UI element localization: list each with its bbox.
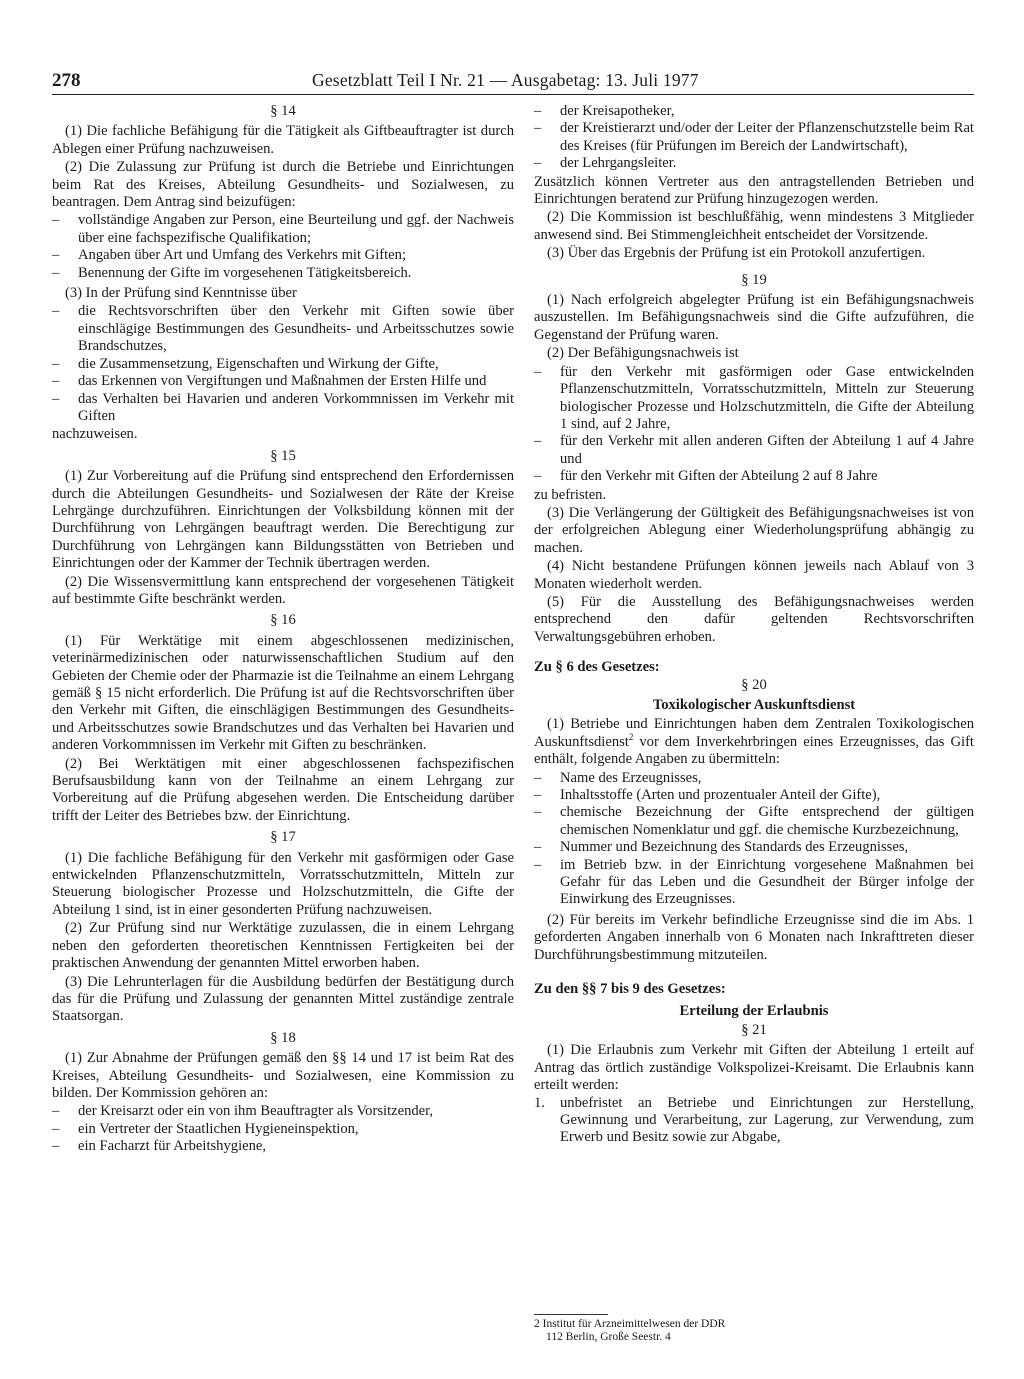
footnote: [534, 1318, 974, 1344]
dash-list: [534, 364, 974, 486]
paragraph: (2) Bei Werktätigen mit einer abgeschlossenen fachspezifischen Berufsausbildung kann von der Teilnahme an einem Lehrgang zur Vorbereitung auf die Prüfung abgesehen werden. Die Entscheidung darüber trifft der Leiter des Betriebes bzw. der Einrichtung.: [52, 755, 514, 824]
list-item: [534, 1095, 974, 1147]
journal-title: Gesetzblatt Teil I Nr. 21 — Ausgabetag: 13. Juli 1977: [312, 70, 699, 90]
list-item: – für den Verkehr mit gasförmigen oder Gase entwickelnden Pflanzenschutzmitteln, Vorratsschutzmitteln, Mitteln zur Steuerung biologischer Prozesse und Holzschutzmitteln, die Gifte der Abteilung 1 sind, auf 2 Jahre,: [534, 364, 974, 434]
list-item: – chemische Bezeichnung der Gifte entsprechend der gültigen chemischen Nomenklatur und ggf. die chemische Kurzbezeichnung,: [534, 804, 974, 839]
numbered-list: [534, 1095, 974, 1147]
list-item: – die Zusammensetzung, Eigenschaften und Wirkung der Gifte,: [52, 356, 514, 373]
dash-list: [534, 103, 974, 173]
paragraph: (4) Nicht bestandene Prüfungen können jeweils nach Ablauf von 3 Monaten wiederholt werden.: [534, 558, 974, 592]
paragraph: (1) Für Werktätige mit einem abgeschlossenen medizinischen, veterinärmedizinischen oder naturwissenschaftlichen Studium auf den Gebieten der Chemie oder der Pharmazie ist die Teilnahme an einem Lehrgang gemäß § 15 nicht erforderlich. Die Prüfung ist auf die Rechtsvorschriften über den Verkehr mit Giften, die einschlägigen Bestimmungen des Gesundheits- und Arbeitsschutzes sowie Brandschutzes und das Verhalten bei Havarien und anderen Vorkommnissen im Verkehr mit Giften zu beschränken.: [52, 632, 514, 754]
footnote-marker: 2: [628, 731, 634, 742]
dash-list: [534, 770, 974, 909]
footnote-line: 112 Berlin, Große Seestr. 4: [546, 1331, 671, 1343]
paragraph: (1) Nach erfolgreich abgelegter Prüfung ist ein Befähigungsnachweis auszustellen. Im Befähigungsnachweis sind die Gifte aufzuführen, die Gegenstand der Prüfung waren.: [534, 292, 974, 343]
list-item: – Inhaltsstoffe (Arten und prozentualer Anteil der Gifte),: [534, 787, 974, 804]
paragraph: (1) Die fachliche Befähigung für den Verkehr mit gasförmigen oder Gase entwickelnden Pflanzenschutzmitteln, Vorratsschutzmitteln, Mitteln zur Steuerung biologischer Prozesse und Holzschutzmitteln, die Gifte der Abteilung 1 sind, ist in einer gesonderten Prüfung nachzuweisen.: [52, 849, 514, 918]
list-number: 1.: [534, 1094, 545, 1111]
footnote-line: 2 Institut für Arzneimittelwesen der DDR: [534, 1318, 726, 1330]
right-column: [534, 103, 974, 1147]
paragraph: (5) Für die Ausstellung des Befähigungsnachweises werden entsprechend den dafür geltenden Rechtsvorschriften Verwaltungsgebühren erhoben.: [534, 593, 974, 645]
list-item: – das Verhalten bei Havarien und anderen Vorkommnissen im Verkehr mit Giften: [52, 391, 514, 426]
paragraph-text: vor dem Inverkehrbringen eines Erzeugnisses, das Gift enthält, folgende Angaben zu übermitteln:: [534, 733, 974, 768]
paragraph: (3) In der Prüfung sind Kenntnisse über: [65, 285, 297, 302]
list-item: – vollständige Angaben zur Person, eine Beurteilung und ggf. der Nachweis über eine fachspezifische Qualifikation;: [52, 212, 514, 247]
paragraph: (1) Die Erlaubnis zum Verkehr mit Giften der Abteilung 1 erteilt auf Antrag das örtlich zuständige Volkspolizei-Kreisamt. Die Erlaubnis kann erteilt werden:: [534, 1042, 974, 1094]
list-item: – das Erkennen von Vergiftungen und Maßnahmen der Ersten Hilfe und: [52, 373, 514, 390]
list-item-text: unbefristet an Betriebe und Einrichtungen zur Herstellung, Gewinnung und Verarbeitung, zur Lagerung, zur Verwendung, zum Erwerb und Besitz sowie zur Abgabe,: [560, 1094, 974, 1146]
section-heading-15: § 15: [270, 447, 296, 464]
paragraph: (2) Die Zulassung zur Prüfung ist durch die Betriebe und Einrichtungen beim Rat des Kreises, Abteilung Gesundheits- und Sozialwesen, zu beantragen. Dem Antrag sind beizufügen:: [52, 159, 514, 211]
paragraph: (2) Die Kommission ist beschlußfähig, wenn mindestens 3 Mitglieder anwesend sind. Bei Stimmengleichheit entscheidet der Vorsitzende.: [534, 209, 974, 243]
footnote-divider: [534, 1314, 608, 1315]
section-heading-21: § 21: [741, 1021, 767, 1038]
list-item: – Benennung der Gifte im vorgesehenen Tätigkeitsbereich.: [52, 265, 514, 282]
paragraph: (1) Zur Vorbereitung auf die Prüfung sind entsprechend den Erfordernissen durch die Abteilungen Gesundheits- und Sozialwesen der Räte der Kreise Lehrgänge durchzuführen. Einrichtungen der Volksbildung können mit der Durchführung von Lehrgängen beauftragt werden. Die Berechtigung zur Durchführung von Lehrgängen kann Bildungsstätten von Betrieben und Einrichtungen oder der Kammer der Technik übertragen werden.: [52, 468, 514, 572]
page-number: 278: [52, 70, 81, 91]
section-heading-20: § 20: [741, 676, 767, 693]
list-item: – für den Verkehr mit allen anderen Giften der Abteilung 1 auf 4 Jahre und: [534, 433, 974, 468]
list-item: – für den Verkehr mit Giften der Abteilung 2 auf 8 Jahre: [534, 468, 974, 485]
paragraph: (2) Die Wissensvermittlung kann entsprechend der vorgesehenen Tätigkeit auf bestimmte Gifte beschränkt werden.: [52, 573, 514, 607]
list-item: – der Kreistierarzt und/oder der Leiter der Pflanzenschutzstelle beim Rat des Kreises (für Prüfungen im Bereich der Landwirtschaft),: [534, 120, 974, 155]
paragraph: (3) Die Lehrunterlagen für die Ausbildung bedürfen der Bestätigung durch das für die Prüfung und Zulassung der genannten Mittel zuständige zentrale Staatsorgan.: [52, 973, 514, 1025]
paragraph: (3) Über das Ergebnis der Prüfung ist ein Protokoll anzufertigen.: [547, 245, 926, 262]
section-heading-19: § 19: [741, 271, 767, 288]
list-item: – Angaben über Art und Umfang des Verkehrs mit Giften;: [52, 247, 514, 264]
list-item: – Nummer und Bezeichnung des Standards des Erzeugnisses,: [534, 839, 974, 856]
paragraph: Zusätzlich können Vertreter aus den antragstellenden Betrieben und Einrichtungen beratend zur Prüfung hinzugezogen werden.: [534, 173, 974, 208]
list-item: – die Rechtsvorschriften über den Verkehr mit Giften sowie über einschlägige Bestimmungen des Gesundheits- und Arbeitsschutzes sowie Brandschutzes,: [52, 303, 514, 355]
section-subheading: Erteilung der Erlaubnis: [679, 1002, 829, 1019]
law-reference-heading: Zu den §§ 7 bis 9 des Gesetzes:: [534, 981, 726, 998]
section-heading-16: § 16: [270, 612, 296, 629]
list-item: – Name des Erzeugnisses,: [534, 770, 974, 787]
section-heading-17: § 17: [270, 829, 296, 846]
list-item: – der Kreisarzt oder ein von ihm Beauftragter als Vorsitzender,: [52, 1103, 514, 1120]
dash-list: [52, 303, 514, 425]
page-header: [52, 68, 974, 95]
paragraph: nachzuweisen.: [52, 426, 138, 443]
dash-list: [52, 1103, 514, 1155]
dash-list: [52, 212, 514, 282]
paragraph: zu befristen.: [534, 486, 607, 503]
law-reference-heading: Zu § 6 des Gesetzes:: [534, 659, 660, 676]
section-heading-14: § 14: [270, 103, 296, 119]
paragraph: (2) Zur Prüfung sind nur Werktätige zuzulassen, die in einem Lehrgang neben den geforderten theoretischen Kenntnissen Fertigkeiten bei der praktischen Anwendung der genannten Mittel erworben haben.: [52, 920, 514, 972]
paragraph: (2) Für bereits im Verkehr befindliche Erzeugnisse sind die im Abs. 1 geforderten Angaben innerhalb von 6 Monaten nach Inkrafttreten dieser Durchführungsbestimmung mitzuteilen.: [534, 911, 974, 963]
paragraph: (3) Die Verlängerung der Gültigkeit des Befähigungsnachweises ist von der erfolgreichen Ablegung einer Wiederholungsprüfung abhängig zu machen.: [534, 504, 974, 556]
paragraph: (1) Zur Abnahme der Prüfungen gemäß den §§ 14 und 17 ist beim Rat des Kreises, Abteilung Gesundheits- und Sozialwesen, eine Kommission zu bilden. Der Kommission gehören an:: [52, 1050, 514, 1101]
paragraph-text: (1) Betriebe und Einrichtungen haben dem Zentralen Toxikologischen Auskunftsdienst: [534, 716, 974, 750]
list-item: – ein Facharzt für Arbeitshygiene,: [52, 1138, 514, 1155]
left-column: [52, 103, 514, 1156]
list-item: – der Kreisapotheker,: [534, 103, 974, 120]
paragraph: (1) Die fachliche Befähigung für die Tätigkeit als Giftbeauftragter ist durch Ablegen einer Prüfung nachzuweisen.: [52, 123, 514, 157]
paragraph: (2) Der Befähigungsnachweis ist: [547, 345, 739, 362]
paragraph: [534, 716, 974, 768]
list-item: – im Betrieb bzw. in der Einrichtung vorgesehene Maßnahmen bei Gefahr für das Leben und die Gesundheit der Bürger infolge der Einwirkung des Erzeugnisses.: [534, 857, 974, 909]
list-item: – der Lehrgangsleiter.: [534, 155, 974, 172]
section-subheading: Toxikologischer Auskunftsdienst: [652, 697, 856, 713]
section-heading-18: § 18: [270, 1029, 296, 1046]
list-item: – ein Vertreter der Staatlichen Hygieneinspektion,: [52, 1121, 514, 1138]
